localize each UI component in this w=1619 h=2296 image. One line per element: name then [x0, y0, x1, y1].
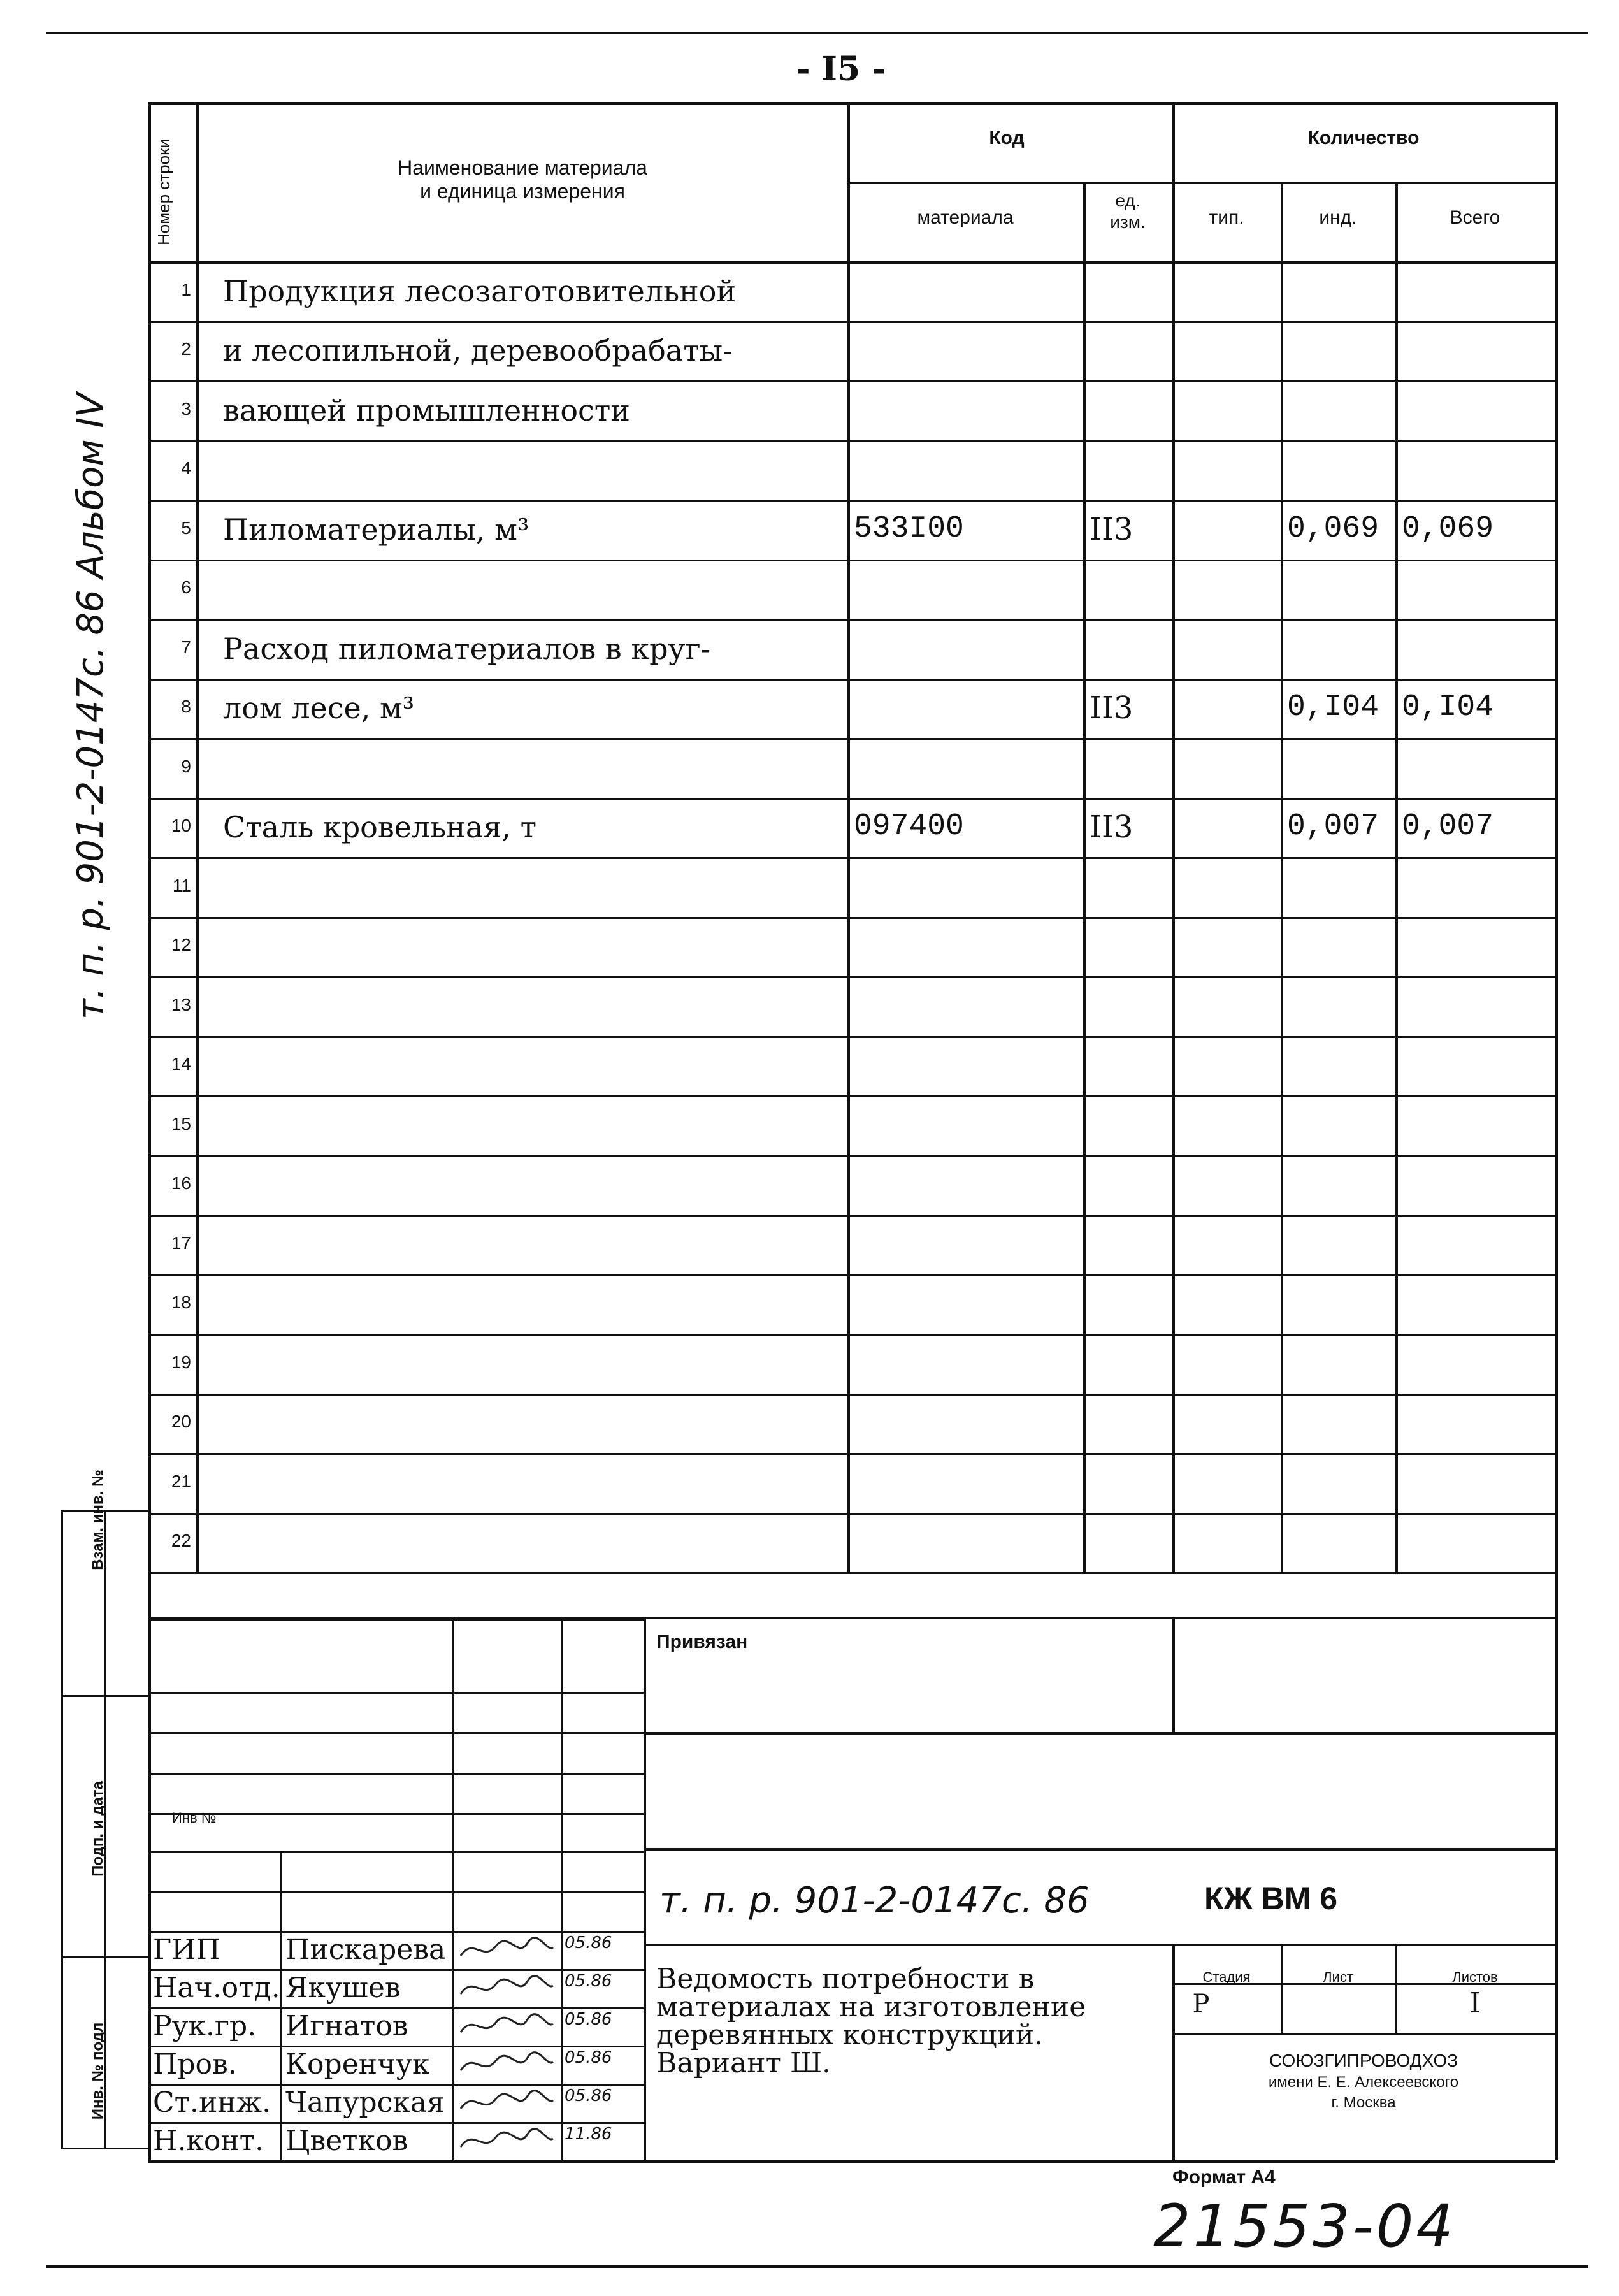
stamp-left-row	[148, 1931, 644, 1933]
row-line	[148, 1036, 1555, 1038]
stamp-org-1: СОЮЗГИПРОВОДХОЗ	[1269, 2051, 1458, 2070]
row-name: вающей промышленности	[223, 393, 630, 428]
header-code: Код	[989, 127, 1025, 148]
stamp-stage-value: Р	[1192, 1989, 1210, 2019]
stamp-inv-no-label: Инв №	[172, 1810, 217, 1826]
stamp-right-line	[644, 1848, 1555, 1851]
signer-date: 05.86	[565, 1972, 612, 1991]
row-line	[148, 857, 1555, 859]
row-unit: II3	[1090, 809, 1133, 846]
row-number: 7	[181, 637, 191, 657]
row-line	[148, 917, 1555, 919]
signature-row-line	[148, 2007, 644, 2009]
row-number: 8	[181, 697, 191, 717]
row-number: 6	[181, 577, 191, 598]
margin-original-no-label: Инв. № подл	[89, 2022, 106, 2120]
stamp-title-1: Ведомость потребности в	[656, 1963, 1035, 1995]
row-line	[148, 679, 1555, 681]
bottom-rule	[46, 2265, 1588, 2268]
stamp-sep	[1281, 1944, 1283, 2033]
signer-role: Н.конт.	[153, 2125, 264, 2157]
handwritten-signature	[457, 2125, 559, 2156]
stamp-sheets-label: Листов	[1452, 1969, 1498, 1985]
signature-row-line	[148, 2046, 644, 2047]
stamp-title-4: Вариант Ш.	[656, 2047, 831, 2079]
stamp-sheets-value: I	[1469, 1987, 1481, 2019]
row-line	[148, 738, 1555, 740]
handwritten-signature	[457, 1972, 559, 2004]
stamp-org-2: имени Е. Е. Алексеевского	[1268, 2074, 1459, 2091]
row-line	[148, 500, 1555, 502]
row-line	[148, 1453, 1555, 1455]
margin-signature-date-label: Подп. и дата	[89, 1781, 106, 1877]
header-qty-ind: инд.	[1319, 207, 1357, 228]
row-number: 16	[171, 1173, 191, 1194]
row-name: Продукция лесозаготовительной	[223, 273, 737, 308]
row-number: 22	[171, 1531, 191, 1551]
stamp-bottom-line	[148, 2160, 1555, 2163]
row-number: 12	[171, 935, 191, 955]
signer-date: 11.86	[565, 2125, 612, 2144]
stamp-right-line	[644, 1944, 1555, 1946]
signature-row-line	[148, 2122, 644, 2124]
col-sep-ind	[1395, 182, 1398, 1572]
row-name: Пиломатериалы, м³	[223, 512, 529, 547]
header-code-unit: ед. изм.	[1110, 191, 1146, 232]
row-unit: II3	[1090, 511, 1133, 547]
stamp-sheet-code: КЖ ВМ 6	[1204, 1881, 1338, 1916]
stamp-left-row	[148, 1851, 644, 1853]
margin-border	[61, 1510, 63, 2148]
row-number: 13	[171, 994, 191, 1014]
signer-date: 05.86	[565, 2086, 612, 2105]
row-ind: 0,007	[1287, 809, 1379, 844]
stamp-sheet-label: Лист	[1323, 1969, 1353, 1985]
row-number: 14	[171, 1054, 191, 1074]
handwritten-signature	[457, 2086, 559, 2118]
stamp-stage-label: Стадия	[1202, 1969, 1251, 1985]
col-sep-typ	[1281, 182, 1283, 1572]
handwritten-signature	[457, 1933, 559, 1965]
row-line	[148, 1513, 1555, 1515]
row-line	[148, 976, 1555, 978]
stamp-sep	[644, 1619, 646, 2160]
handwritten-signature	[457, 2010, 559, 2042]
row-number: 1	[181, 279, 191, 300]
stamp-sep	[561, 1619, 563, 2160]
table-top-border	[148, 102, 1555, 105]
row-number: 2	[181, 339, 191, 359]
row-line	[148, 1394, 1555, 1396]
row-number: 20	[171, 1412, 191, 1432]
stamp-org-3: г. Москва	[1331, 2094, 1396, 2111]
row-number: 15	[171, 1113, 191, 1134]
signer-date: 05.86	[565, 2010, 612, 2029]
row-name: Расход пиломатериалов в круг-	[223, 631, 711, 666]
signer-role: ГИП	[153, 1933, 220, 1966]
margin-replacement-label: Взам. инв. №	[89, 1469, 106, 1570]
stamp-sep	[280, 1851, 282, 2160]
row-line	[148, 1572, 1555, 1574]
format-label: Формат А4	[1172, 2167, 1276, 2188]
stamp-title-3: деревянных конструкций.	[656, 2019, 1044, 2051]
row-name: и лесопильной, деревообрабаты-	[223, 333, 733, 368]
row-ind: 0,I04	[1287, 690, 1379, 725]
row-number: 9	[181, 756, 191, 776]
row-line	[148, 1334, 1555, 1336]
stamp-doc-code: т. п. р. 901-2-0147с. 86	[659, 1880, 1090, 1921]
row-number: 21	[171, 1471, 191, 1491]
signature-row-line	[148, 1969, 644, 1971]
row-line	[148, 1215, 1555, 1217]
row-line	[148, 380, 1555, 382]
signer-name: Чапурская	[285, 2086, 445, 2119]
row-ind: 0,069	[1287, 511, 1379, 546]
row-name: Сталь кровельная, т	[223, 810, 537, 845]
signer-name: Игнатов	[285, 2010, 408, 2042]
row-number: 10	[171, 816, 191, 836]
stamp-left-row	[148, 1692, 644, 1694]
signer-name: Коренчук	[285, 2048, 430, 2081]
header-qty-total: Всего	[1450, 207, 1500, 228]
stamp-title-2: материалах на изготовление	[656, 1991, 1086, 2023]
row-line	[148, 440, 1555, 442]
row-number: 17	[171, 1232, 191, 1253]
row-name: лом лесе, м³	[223, 691, 415, 726]
row-total: 0,007	[1402, 809, 1494, 844]
header-bottom-line	[148, 261, 1555, 264]
stamp-left-row	[148, 1732, 644, 1734]
stamp-left-row	[148, 1813, 644, 1815]
row-total: 0,I04	[1402, 690, 1494, 725]
stamp-sep	[1172, 1619, 1175, 1733]
row-unit: II3	[1090, 690, 1133, 726]
stamp-left-row	[148, 1619, 644, 1621]
signer-name: Пискарева	[285, 1933, 446, 1966]
header-code-material: материала	[917, 207, 1014, 228]
row-number: 5	[181, 517, 191, 538]
archive-number: 21553-04	[1153, 2192, 1456, 2260]
page-number: - I5 -	[796, 50, 886, 89]
stamp-left-row	[148, 1891, 644, 1893]
margin-line	[61, 1956, 148, 1958]
header-row-number: Номер строки	[154, 139, 173, 245]
row-line	[148, 1155, 1555, 1157]
signer-role: Нач.отд.	[153, 1972, 280, 2004]
row-line	[148, 1274, 1555, 1276]
header-qty-typ: тип.	[1209, 207, 1244, 228]
signature-row-line	[148, 2084, 644, 2086]
row-number: 19	[171, 1352, 191, 1372]
row-line	[148, 321, 1555, 323]
signer-date: 05.86	[565, 2048, 612, 2067]
row-line	[148, 619, 1555, 621]
header-name: Наименование материала и единица измерения	[398, 156, 647, 203]
stamp-bound-label: Привязан	[656, 1631, 748, 1652]
row-line	[148, 560, 1555, 561]
side-album-label: т. п. р. 901-2-0147с. 86 Альбом IV	[70, 393, 112, 1020]
header-quantity: Количество	[1307, 127, 1420, 148]
signer-name: Цветков	[285, 2125, 408, 2157]
signer-role: Рук.гр.	[153, 2010, 257, 2042]
col-sep-code	[1083, 182, 1086, 1572]
stamp-right-line	[1172, 2033, 1555, 2035]
margin-line	[61, 1695, 148, 1697]
table-right-border	[1555, 102, 1558, 2160]
row-total: 0,069	[1402, 511, 1494, 546]
signer-date: 05.86	[565, 1933, 612, 1953]
signer-role: Пров.	[153, 2048, 237, 2081]
row-number: 3	[181, 398, 191, 419]
signer-role: Ст.инж.	[153, 2086, 271, 2119]
header-mid-line	[847, 182, 1555, 184]
row-number: 18	[171, 1292, 191, 1313]
stamp-left-row	[148, 1773, 644, 1775]
row-number: 4	[181, 458, 191, 479]
row-number: 11	[172, 875, 191, 895]
stamp-right-line	[644, 1732, 1555, 1735]
signer-name: Якушев	[285, 1972, 401, 2004]
row-code: 097400	[854, 809, 964, 844]
stamp-sep	[452, 1619, 454, 2160]
row-code: 533I00	[854, 511, 964, 546]
row-line	[148, 798, 1555, 800]
handwritten-signature	[457, 2048, 559, 2080]
row-line	[148, 1095, 1555, 1097]
